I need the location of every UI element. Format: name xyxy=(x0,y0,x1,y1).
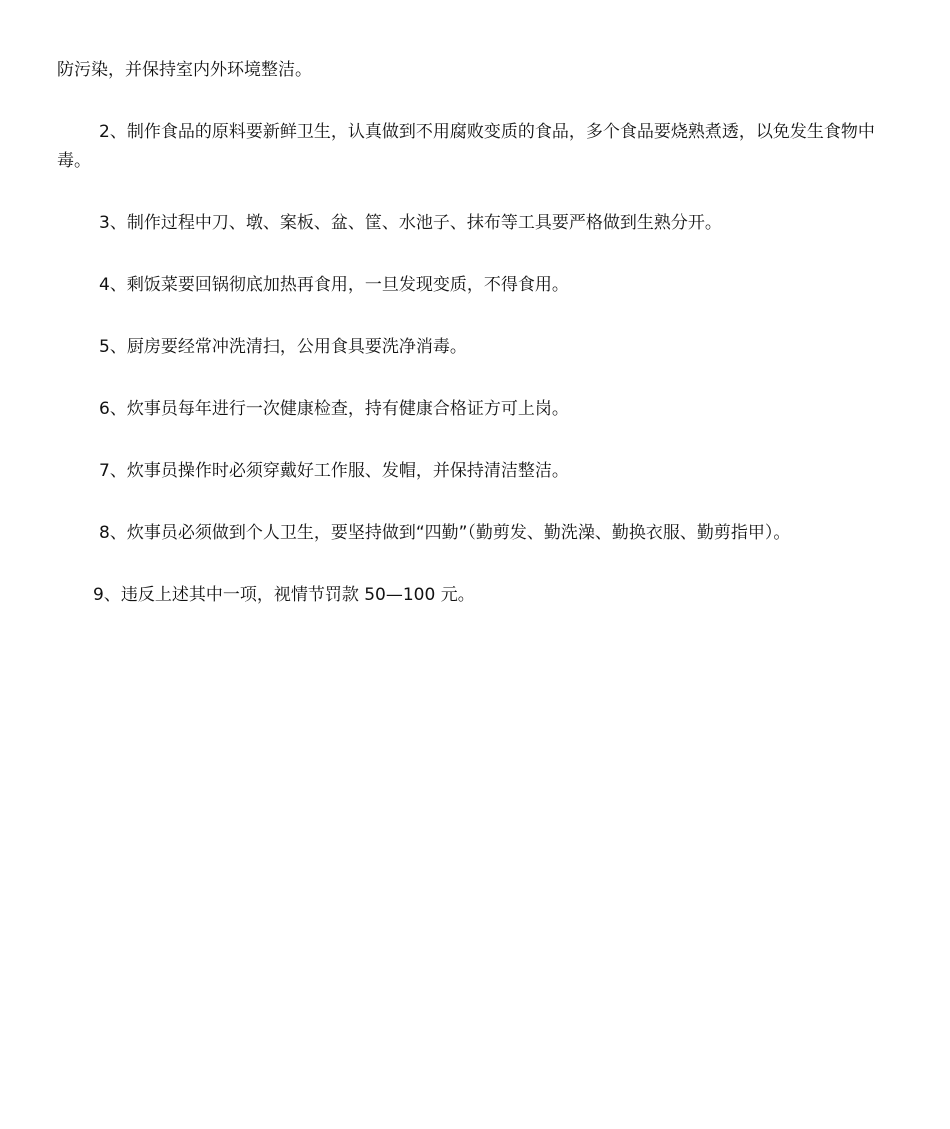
paragraph-rule-6: 6、炊事员每年进行一次健康检查，持有健康合格证方可上岗。 xyxy=(99,399,569,419)
paragraph-continuation: 防污染，并保持室内外环境整洁。 xyxy=(57,60,312,80)
paragraph-rule-3: 3、制作过程中刀、墩、案板、盆、筐、水池子、抹布等工具要严格做到生熟分开。 xyxy=(99,213,722,233)
paragraph-rule-8: 8、炊事员必须做到个人卫生，要坚持做到“四勤”（勤剪发、勤洗澡、勤换衣服、勤剪指甲）。 xyxy=(99,523,791,543)
paragraph-rule-5: 5、厨房要经常冲洗清扫，公用食具要洗净消毒。 xyxy=(99,337,467,357)
paragraph-rule-4: 4、剩饭菜要回锅彻底加热再食用，一旦发现变质，不得食用。 xyxy=(99,275,569,295)
paragraph-rule-2: 2、制作食品的原料要新鲜卫生，认真做到不用腐败变质的食品，多个食品要烧熟煮透，以免发生食物中毒。 xyxy=(57,122,875,171)
paragraph-rule-7: 7、炊事员操作时必须穿戴好工作服、发帽，并保持清洁整洁。 xyxy=(99,461,569,481)
paragraph-rule-9: 9、违反上述其中一项，视情节罚款 50—100 元。 xyxy=(93,585,475,605)
